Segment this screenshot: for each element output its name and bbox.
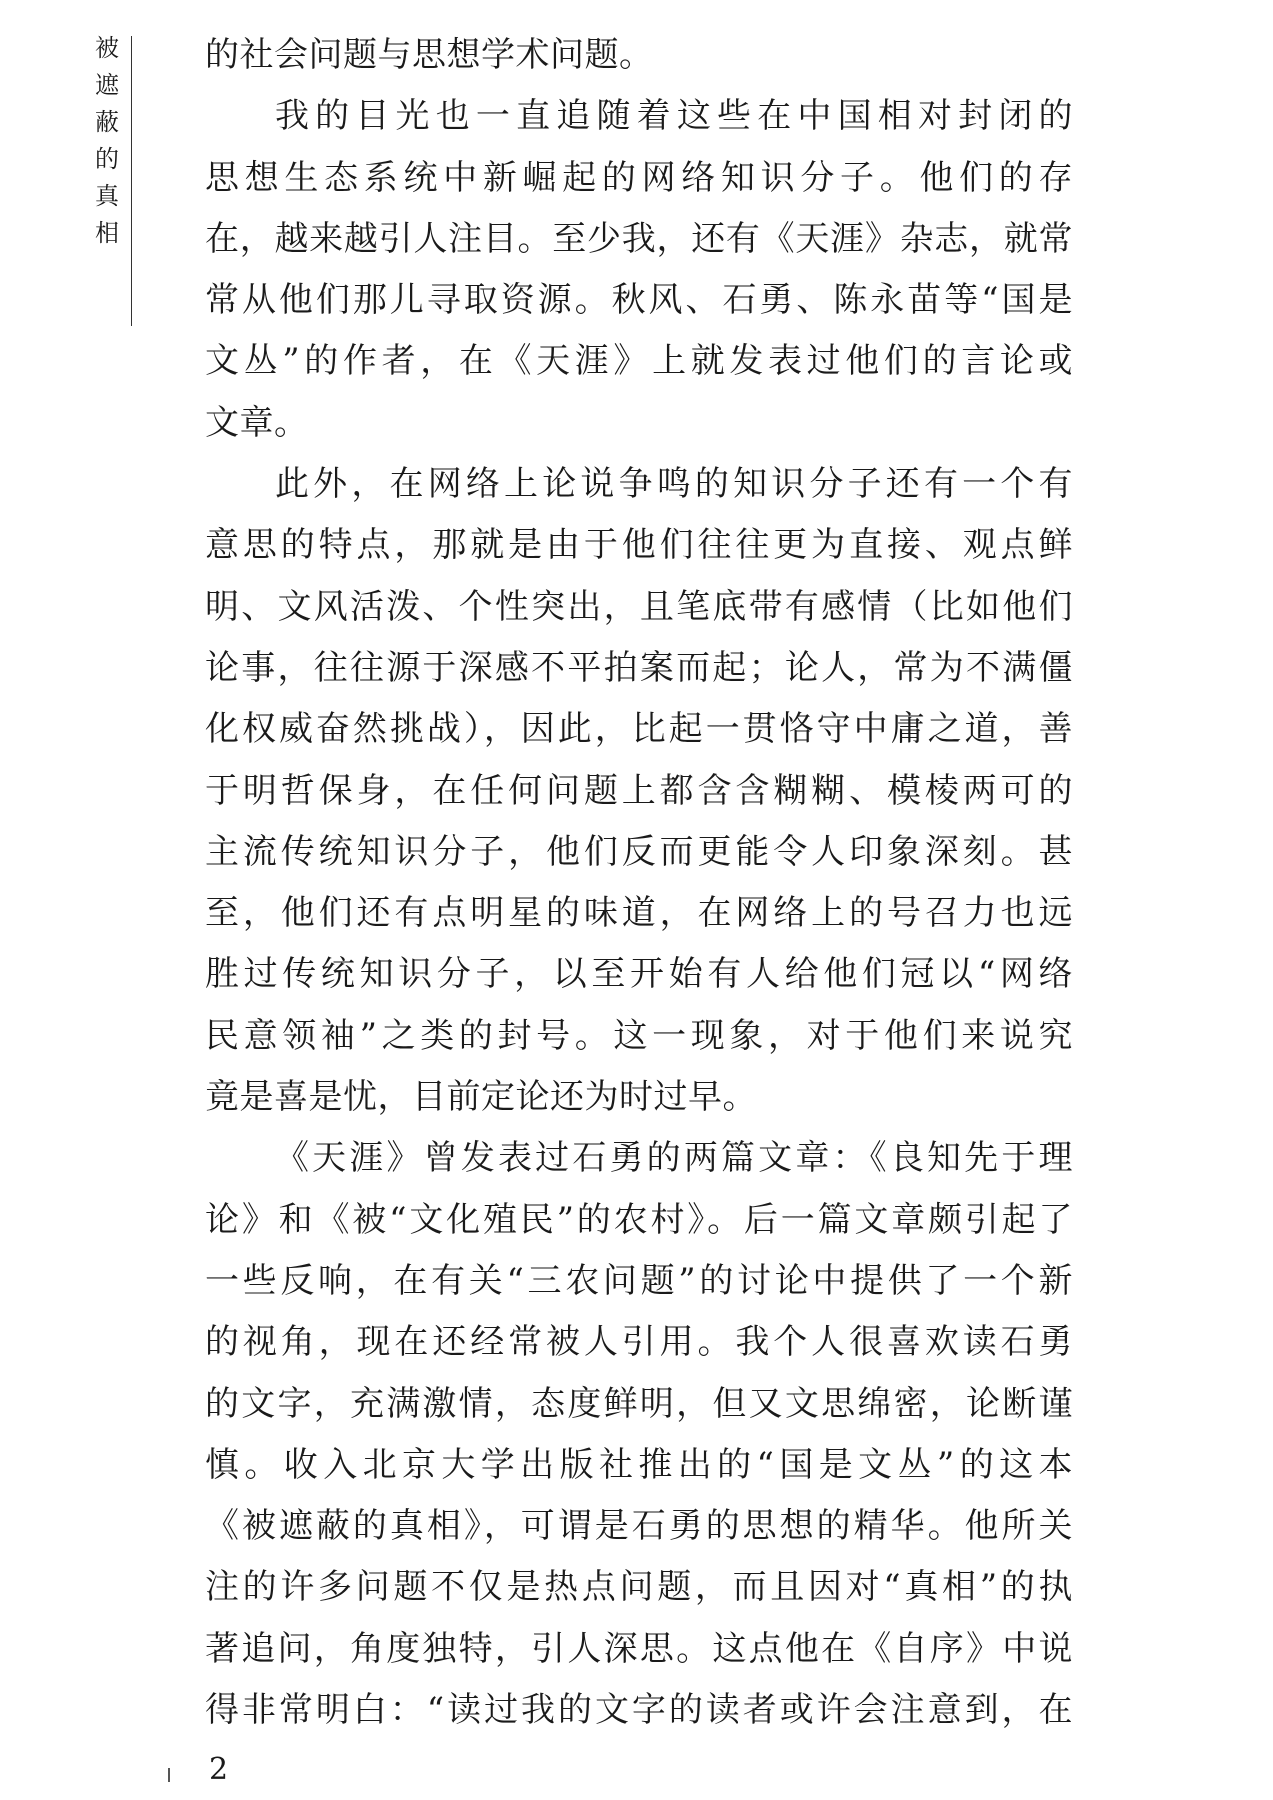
running-title-char: 的 [95,145,119,173]
text-line: 论》和《被“文化殖民”的农村》。后一篇文章颇引起了 [205,1199,1073,1240]
text-line: 《天涯》曾发表过石勇的两篇文章：《良知先于理 [275,1138,1073,1179]
text-line: 慎。收入北京大学出版社推出的“国是文丛”的这本 [205,1444,1073,1485]
text-line: 注的许多问题不仅是热点问题，而且因对“真相”的执 [205,1567,1073,1608]
text-line: 意思的特点，那就是由于他们往往更为直接、观点鲜 [205,525,1073,566]
text-line: 至，他们还有点明星的味道，在网络上的号召力也远 [205,893,1073,934]
text-line: 文章。 [205,402,309,443]
running-title-char: 相 [95,219,119,247]
page-edge-mark [168,1768,170,1782]
text-line: 我的目光也一直追随着这些在中国相对封闭的 [275,96,1073,137]
text-line: 明、文风活泼、个性突出，且笔底带有感情（比如他们 [205,586,1073,627]
running-title-char: 被 [95,34,119,62]
text-line: 文丛”的作者，在《天涯》上就发表过他们的言论或 [205,341,1073,382]
text-line: 于明哲保身，在任何问题上都含含糊糊、模棱两可的 [205,770,1073,811]
text-line: 得非常明白：“读过我的文字的读者或许会注意到，在 [205,1690,1073,1731]
text-line: 在，越来越引人注目。至少我，还有《天涯》杂志，就常 [205,218,1073,259]
text-line: 论事，往往源于深感不平拍案而起；论人，常为不满僵 [205,647,1073,688]
text-line: 主流传统知识分子，他们反而更能令人印象深刻。甚 [205,831,1073,872]
running-title-rule [131,36,132,326]
text-line: 常从他们那儿寻取资源。秋风、石勇、陈永苗等“国是 [205,280,1073,321]
running-title-char: 遮 [95,71,119,99]
running-title-char: 蔽 [95,108,119,136]
text-line: 的文字，充满激情，态度鲜明，但又文思绵密，论断谨 [205,1383,1073,1424]
running-title [92,30,122,252]
text-line: 化权威奋然挑战），因此，比起一贯恪守中庸之道，善 [205,709,1073,750]
text-line: 《被遮蔽的真相》，可谓是石勇的思想的精华。他所关 [205,1506,1073,1547]
running-title-char: 真 [95,182,119,210]
page-body-text [205,25,1073,1741]
text-line: 胜过传统知识分子，以至开始有人给他们冠以“网络 [205,954,1073,995]
text-line: 民意领袖”之类的封号。这一现象，对于他们来说究 [205,1015,1073,1056]
text-line: 一些反响，在有关“三农问题”的讨论中提供了一个新 [205,1260,1073,1301]
text-line: 此外，在网络上论说争鸣的知识分子还有一个有 [275,464,1073,505]
page-number: 2 [209,1752,229,1787]
text-line: 著追问，角度独特，引人深思。这点他在《自序》中说 [205,1628,1073,1669]
text-line: 思想生态系统中新崛起的网络知识分子。他们的存 [205,157,1073,198]
text-line: 的视角，现在还经常被人引用。我个人很喜欢读石勇 [205,1322,1073,1363]
text-line: 的社会问题与思想学术问题。 [205,35,654,75]
text-line: 竟是喜是忧，目前定论还为时过早。 [205,1077,757,1118]
